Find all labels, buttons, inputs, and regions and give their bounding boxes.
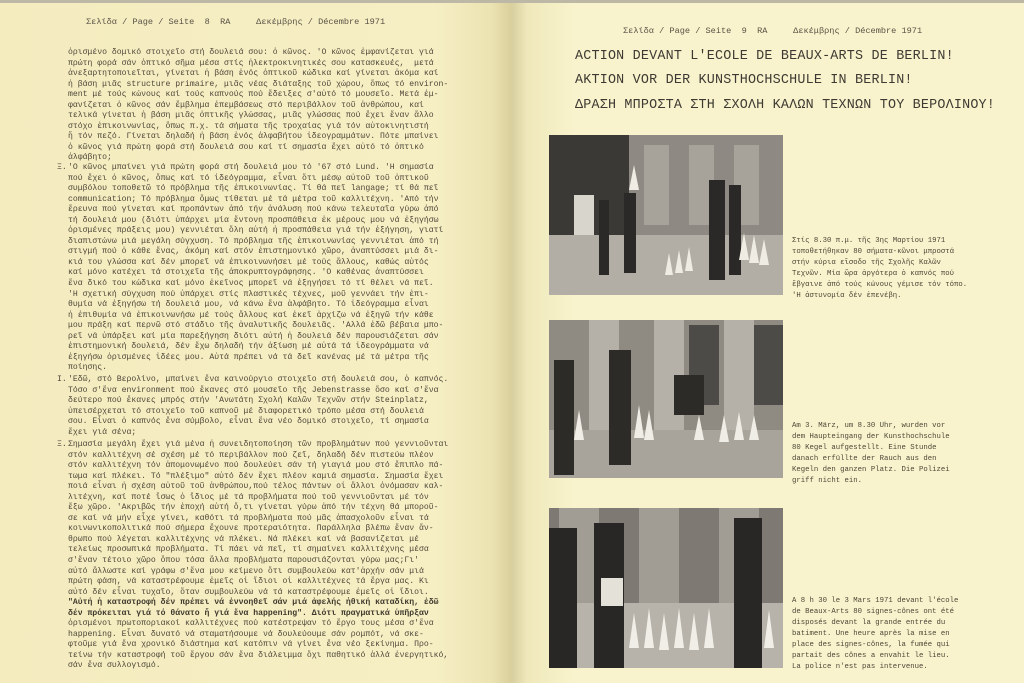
caption-line: 'Η ἀστυνομία δέν ἐπενέβη. [792,292,902,300]
photo-cones-placement [549,135,783,295]
text-line: ἔξω χῶρο. 'Ακριβῶς τήν ἐποχή αὐτή ὅ,τι γίνεται γύρω ἀπό τήν τέχνη θά μποροῦ- [68,503,439,513]
right-page-header: Σελίδα / Page / Seite 9 RA Δεκέμβρης / Décembre 1971 [623,26,923,36]
text-line: δέν πρόκειται γιά τό θάνατο ἤ γιά ἕνα happening". Διότι πραγματικά ὑπῆρξαν [68,608,429,618]
title-french: ACTION DEVANT L'ECOLE DE BEAUX-ARTS DE BERLIN! [575,49,954,64]
caption-line: στήν κύρια εἴσοδο τῆς Σχολῆς Καλῶν [792,259,941,267]
text-line: τή δουλειά μου (διότι ὑπάρχει μία ἔντονη προσπάθεια ἐκ μέρους μου νά ἐξηγήσω [68,215,439,225]
text-line: φανίζεται ὁ κῶνος σάν ἔμβλημα ἐπεμβάσεως στό περιβάλλον τοῦ ἀνθρώπου, καί [68,100,424,110]
text-line: Τόσο σ'ἕνα environment πού ἔκανες στό μουσεῖο τῆς Jebenstrasse ὅσο καί σ'ἕνα [68,385,439,395]
text-line: ὁρισμένοι πρωτοποριακοί καλλιτέχνες πού κατέστρεψαν τό ἔργο τους μέσα σ'ἕνα [68,619,434,629]
text-line: στόχο ἐπικοινωνίας, ὅπως π.χ. τά σήματα τῆς τροχαίας γιά τόν αὐτοκινητιστή [68,121,429,131]
caption-line: place des signes-cônes, la fumée qui [792,641,950,649]
text-line: δεύτερο πού ἔκανες μπρός στήν 'Ανωτάτη Σχολή Καλῶν Τεχνῶν στήν Steinplatz, [68,396,429,406]
text-line: ment μέ τούς κώνους καί τούς καπνούς πού ἔδειξες σ'αὐτό τό μουσεῖο. Μετά ἐμ- [68,90,439,100]
text-line: κοινωνικοπολιτικά πού σήμερα ἔχουνε προτεραιότητα. Παράλληλα βλέπω ἕναν ἄν- [68,524,434,534]
text-line: happening. Εἶναι δυνατό νά σταματήσουμε νά δουλεύουμε σάν ρομπότ, νά σκε- [68,629,424,639]
text-line: 'Ο κῶνος μπαίνει γιά πρώτη φορά στή δουλειά μου τό '67 στό Lund. 'Η σημασία [68,163,434,172]
caption-line: La police n'est pas intervenue. [792,663,928,671]
body-paragraph [68,48,448,164]
text-line: φτοῦμε γιά ἕνα χρονικό διάστημα καί κατόπιν νά γίνει ἕνα νέο ξεκίνημα. Προ- [68,640,434,650]
text-line: αὐτό δέν εἶναι τυχαῖο, ὅταν συμβουλεύω νά τά καταστρέφουμε ἐμεῖς οἱ ἴδιοι. [68,587,429,597]
text-line: πρώτη φάση, νά καταστρέφουμε ἐμεῖς οἱ ἴδιοι οἱ καλλιτέχνες τά ἔργα μας. Κι [68,577,429,587]
caption-line: A 8 h 30 le 3 Mars 1971 devant l'école [792,597,959,605]
text-line: πού ἔχει ὁ κῶνος, ὅπως καί τό ἰδεόγραμμα, εἶναι ὅτι μέσῳ αὐτοῦ τοῦ ὀπτικοῦ [68,173,429,183]
title-german: AKTION VOR DER KUNSTHOCHSCHULE IN BERLIN! [575,73,913,88]
text-line: ἀνεξαρτητοποιεῖται, γίνεται ἡ βάση ἑνός ὀπτικοῦ κώδικα καί γίνεται ἀκόμα καί [68,69,439,79]
text-line: θρωπο πού λέγεται καλλιτέχνης νά πλέκει. Νά πλέκει καί νά βασανίζεται μέ [68,534,420,544]
caption-line: dem Haupteingang der Kunsthochschule [792,433,950,441]
caption-line: Am 3. März, um 8.30 Uhr, wurden vor [792,422,946,430]
body-paragraph [68,163,443,374]
text-line: τελικά γίνεται ἡ βάση μιᾶς ὀπτικῆς γλώσσας, μιᾶς γλώσσας πού ἔχει ἕναν ἄλλο [68,111,434,121]
caption-line: de Beaux-Arts 80 signes-cônes ont été [792,608,955,616]
text-line: ἡ ἐπιθυμία νά ἐπικοινωνήσω μέ τούς ἄλλους καί ἐκεῖ ἀρχίζω νά ἐξηγῶ τήν κάθε [68,310,434,320]
text-line: σ'ἕναν τέτοιο χῶρο ὅπου τόσα ἄλλα προβλήματα παρουσιάζονται γύρω μας;Γι' [68,556,420,566]
body-paragraph [68,375,448,438]
text-line: στόν καλλιτέχνη τόν ἀπομονωμένο πού δουλεύει σάν τή γιαγιά μου στό ἔπιπλο πά- [68,461,444,471]
text-line: ποιά εἶναι ἡ σχέση αὐτοῦ τοῦ ἀνθρώπου,πού τέλος πάντων οἱ ἄλλοι ὀνόμασαν καλ- [68,482,444,492]
text-line: σου. Εἶναι ὁ καπνός ἕνα σύμβολο, εἶναι ἕνα νέο δομικό στοιχεῖο, τί σημασία [68,417,429,427]
text-line: μου πράξη καί περνῶ στό στάδιο τῆς ἀναλυτικῆς δουλειᾶς. 'Αλλά ἐδῶ βέβαια μπο- [68,321,444,331]
photo-carrying-cones [549,508,783,668]
text-line: συμβόλου τοποθετῶ τό πρόβλημα τῆς ἐπικοινωνίας. Τί θά πεῖ langage; τί θά πεῖ [68,184,439,194]
text-line: θυμία νά ἐξηγήσω τή δουλειά μου, νά κάνω ἕνα ἀλφάβητο. Τό ἰδεόγραμμα εἶναι [68,300,429,310]
text-line: "Αὐτή ἡ καταστροφή δέν πρέπει νά ἐννοηθεῖ σάν μιά ἀφελής ἠθική καταδίκη, ἐδῶ [68,598,439,608]
caption-line: danach erfüllte der Rauch aus den [792,455,937,463]
text-line: λιτέχνη, καί ποτέ ἴσως ὁ ἴδιος μέ τά προβλήματα πού τοῦ γεννιοῦνται μέ τόν [68,492,429,502]
question-answer-marker: Ξ. [57,163,67,172]
question-answer-marker: I. [57,375,67,384]
text-line: ἔρευνα πού γίνεται καί προπάντων ἀπό τήν ἀνάλυση πού κάνω τελευταῖα γύρω ἀπό [68,205,439,215]
text-line: 'Εδῶ, στό Βερολίνο, μπαίνει ἕνα καινούργιο στοιχεῖο στή δουλειά σου, ὁ καπνός. [68,375,449,384]
text-line: τωμα καί πλέκει. Τό "πλέξιμο" αὐτό δέν ἔχει πλέον καμιά σημασία. Σημασία ἔχει [68,471,444,481]
text-line: ὁρισμένο δομικό στοιχεῖο στή δουλειά σου: ὁ κῶνος. 'Ο κῶνος ἐμφανίζεται γιά [68,48,434,57]
caption-line: Kegeln den ganzen Platz. Die Polizei [792,466,950,474]
text-line: ἐπιστημονική δουλειά, δέν ἔχω δηλαδή τήν ἀξίωση μέ αὐτά τά ἰδεογράμματα νά [68,342,429,352]
caption-german [792,421,950,487]
text-line: ὁ κῶνος γιά πρώτη φορά στή δουλειά σου καί τί σημασία ἔχει αὐτό τό ὀπτικό [68,142,424,152]
caption-french [792,596,958,673]
text-line: ἤ τόν πεζό. Γίνεται δηλαδή ἡ βάση ἑνός ἀλφαβήτου ἰδεογραμμάτων. Πότε μπαίνει [68,132,439,142]
text-line: ἔχει γιά σένα; [68,427,137,437]
left-page [0,3,512,683]
caption-line: τοποθετήθηκαν 80 σήματα-κῶνοι μπροστά [792,248,955,256]
text-line: ὁρισμένες πράξεις μου) γεννιέται ὅλη αὐτή ἡ προσπάθεια γιά τήν ἐξήγηση, γιατί [68,226,444,236]
caption-line: disposés devant la grande entrée du [792,619,946,627]
text-line: ἀλφάβητο; [68,153,112,163]
text-line: πρώτη φορά σάν ὀπτικό σῆμα μέσα στίς ἠλεκτροκινητικές σου κατασκευές, μετά [68,58,434,68]
text-line: κιά του γλώσσα καί δέν μπορεῖ νά ἐπικοινωνήσει μέ τούς ἄλλους, καθώς αὐτός [68,257,429,267]
text-line: στιγμή πού ὁ κάθε ἕνας, ἀκόμη καί στόν ἐπιστημονικό χῶρο, ἀναπτύσσει μιά δι- [68,247,439,257]
text-line: ἡ βάση μιᾶς structure primaire, μιᾶς νέας διάταξης τοῦ χώρου, ὅπως τό environ- [68,79,449,89]
text-line: καί μόνο κατέχει τά στοιχεῖα τῆς ἀποκρυπτογράφησης. 'Ο καθένας ἀναπτύσσει [68,268,424,278]
text-line: σάν ἕνα συλλογισμό. [68,661,161,671]
text-line: στόν καλλιτέχνη σέ σχέση μέ τό περιβάλλον πού ζεῖ, δηλαδή δέν πιστεύω πλέον [68,450,434,460]
caption-line: griff nicht ein. [792,477,863,485]
caption-greek [792,236,967,302]
question-answer-marker: Ξ. [57,440,67,449]
caption-line: partait des cônes a envahit le lieu. [792,652,950,660]
text-line: τελείως προσωπικά προβλήματα. Τί πάει νά πεῖ, τί σημαίνει καλλιτέχνης μέσα [68,545,429,555]
text-line: σε καί νά μήν εἶχε γίνει, καθότι τά προβλήματα πού μᾶς ἀπασχολοῦν εἶναι τά [68,513,429,523]
left-page-header: Σελίδα / Page / Seite 8 RA Δεκέμβρης / Décembre 1971 [86,17,386,27]
title-greek: ΔΡΑΣΗ ΜΠΡΟΣΤΑ ΣΤΗ ΣΧΟΛΗ ΚΑΛΩΝ ΤΕΧΝΩΝ ΤΟΥ ΒΕΡΟΛΙΝΟΥ! [575,98,996,113]
text-line: τείνω τήν καταστροφή τοῦ ἔργου σάν ἕνα διάλειμμα ὄχι παθητικό ἀλλά ἐνεργητικό, [68,650,449,660]
text-line: ὑπεισέρχεται τό στοιχεῖο τοῦ καπνοῦ μέ διαφορετικό τρόπο μέσα στή δουλειά [68,406,424,416]
caption-line: Στίς 8.30 π.μ. τῆς 3ης Μαρτίου 1971 [792,237,946,245]
caption-line: Τεχνῶν. Μία ὥρα ἀργότερα ὁ καπνός πού [792,270,955,278]
text-line: Σημασία μεγάλη ἔχει γιά μένα ἡ συνειδητοποίηση τῶν προβλημάτων πού γεννιοῦνται [68,440,449,449]
body-paragraph [68,440,448,672]
text-line: ἐξηγήσω ὁρισμένες ἰδέες μου. Αὐτά πρέπει νά τά δεῖ κανένας μέ τά μέτρα τῆς [68,352,429,362]
photo-cones-smoke [549,320,783,478]
caption-line: batiment. Une heure après la mise en [792,630,950,638]
caption-line: ἔβγαινε ἀπό τούς κώνους γέμισε τόν τόπο. [792,281,968,289]
text-line: αὐτό ἄλλωστε καί γράφω σ'ἕνα μου κείμενο ὅτι συμβουλεύω κατ'ἀρχήν σάν μιά [68,566,424,576]
caption-line: 80 Kegel aufgestellt. Eine Stunde [792,444,937,452]
text-line: 'Η σχετική σύγχυση πού ὑπάρχει στίς πλαστικές τέχνες, μοῦ γεννάει τήν ἐπι- [68,289,429,299]
text-line: ρεῖ νά ὑπάρξει καί μία παρεξήγηση διότι αὐτή ἡ δουλειά δέν παρουσιάζεται σάν [68,331,439,341]
text-line: ποίησης. [68,363,108,373]
text-line: ἕνα δικό του κώδικα καί μόνο ἐκεῖνος μπορεῖ νά ἐξηγήσει τό τί θέλει νά πεῖ. [68,279,434,289]
text-line: διαπιστώνω μιά μεγάλη σύγχυση. Τό πρόβλημα τῆς ἐπικοινωνίας γεννιέται ἀπό τή [68,236,439,246]
text-line: communication; Τό πρόβλημα ὅμως τίθεται μέ τά μέτρα τοῦ καλλιτέχνη. 'Από τήν [68,194,439,204]
